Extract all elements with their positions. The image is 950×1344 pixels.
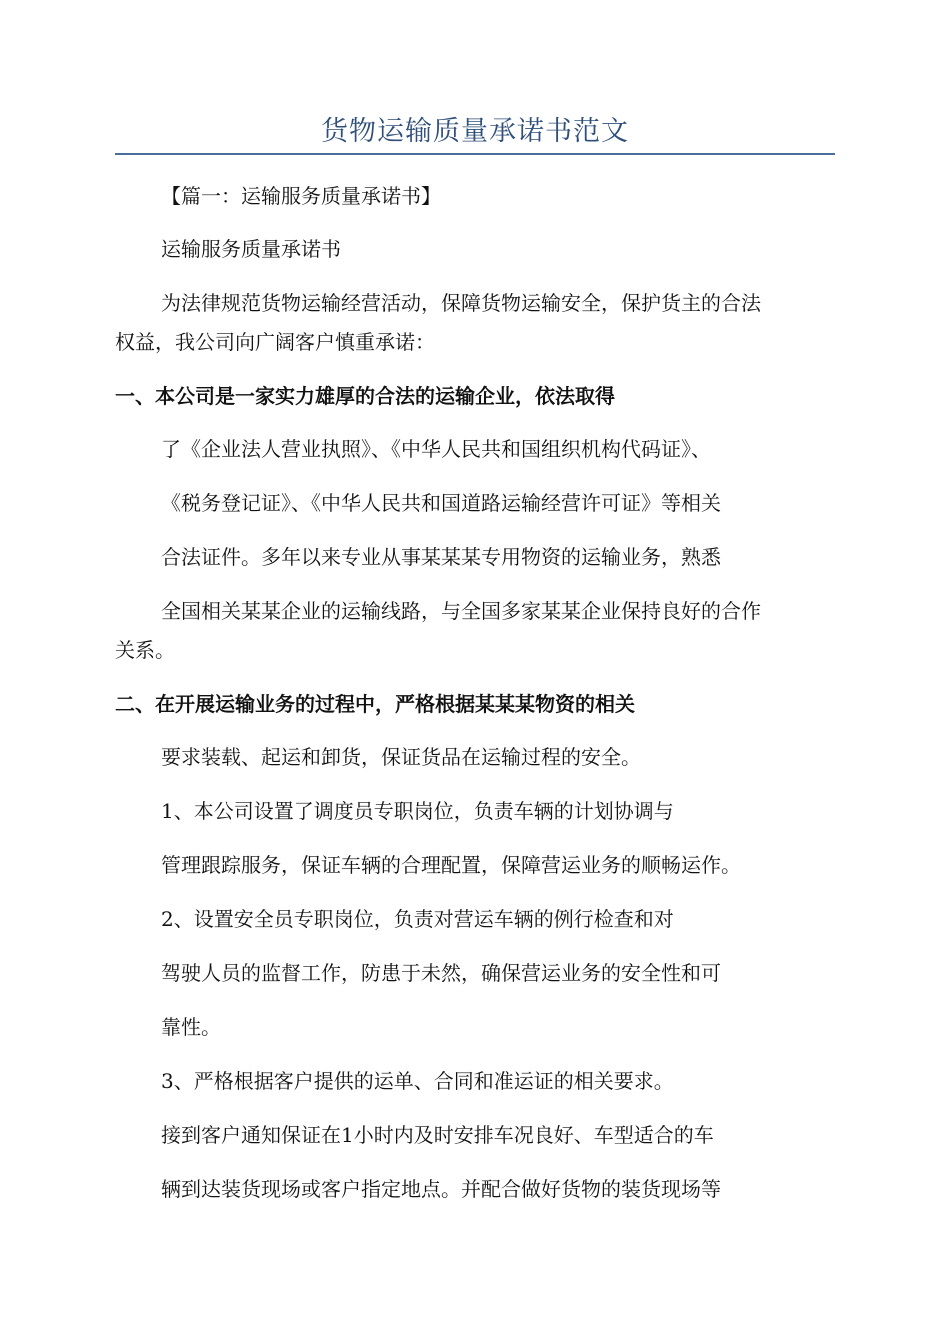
paragraph-line: 2、设置安全员专职岗位，负责对营运车辆的例行检查和对 bbox=[161, 907, 674, 931]
paragraph-line: 全国相关某某企业的运输线路，与全国多家某某企业保持良好的合作 bbox=[161, 599, 761, 623]
paragraph-line: 权益，我公司向广阔客户慎重承诺： bbox=[115, 330, 435, 354]
paragraph-line: 《税务登记证》、《中华人民共和国道路运输经营许可证》等相关 bbox=[161, 491, 721, 515]
clause-heading: 二、在开展运输业务的过程中，严格根据某某某物资的相关 bbox=[115, 692, 635, 716]
paragraph-line: 接到客户通知保证在1小时内及时安排车况良好、车型适合的车 bbox=[161, 1123, 714, 1147]
paragraph-line: 靠性。 bbox=[161, 1015, 221, 1039]
paragraph-line: 3、严格根据客户提供的运单、合同和准运证的相关要求。 bbox=[161, 1069, 674, 1093]
paragraph-line: 运输服务质量承诺书 bbox=[161, 237, 341, 261]
paragraph-line: 驾驶人员的监督工作，防患于未然，确保营运业务的安全性和可 bbox=[161, 961, 721, 985]
paragraph-line: 关系。 bbox=[115, 638, 175, 662]
paragraph-line: 合法证件。多年以来专业从事某某某专用物资的运输业务，熟悉 bbox=[161, 545, 721, 569]
section-heading: 【篇一：运输服务质量承诺书】 bbox=[161, 184, 441, 208]
paragraph-line: 1、本公司设置了调度员专职岗位，负责车辆的计划协调与 bbox=[161, 799, 674, 823]
paragraph-line: 了《企业法人营业执照》、《中华人民共和国组织机构代码证》、 bbox=[161, 437, 711, 461]
paragraph-line: 要求装载、起运和卸货，保证货品在运输过程的安全。 bbox=[161, 745, 641, 769]
paragraph-line: 为法律规范货物运输经营活动，保障货物运输安全，保护货主的合法 bbox=[161, 291, 761, 315]
paragraph-line: 辆到达装货现场或客户指定地点。并配合做好货物的装货现场等 bbox=[161, 1177, 721, 1201]
title-underline bbox=[115, 153, 835, 155]
document-title: 货物运输质量承诺书范文 bbox=[321, 116, 629, 147]
paragraph-line: 管理跟踪服务，保证车辆的合理配置，保障营运业务的顺畅运作。 bbox=[161, 853, 741, 877]
clause-heading: 一、本公司是一家实力雄厚的合法的运输企业，依法取得 bbox=[115, 384, 615, 408]
